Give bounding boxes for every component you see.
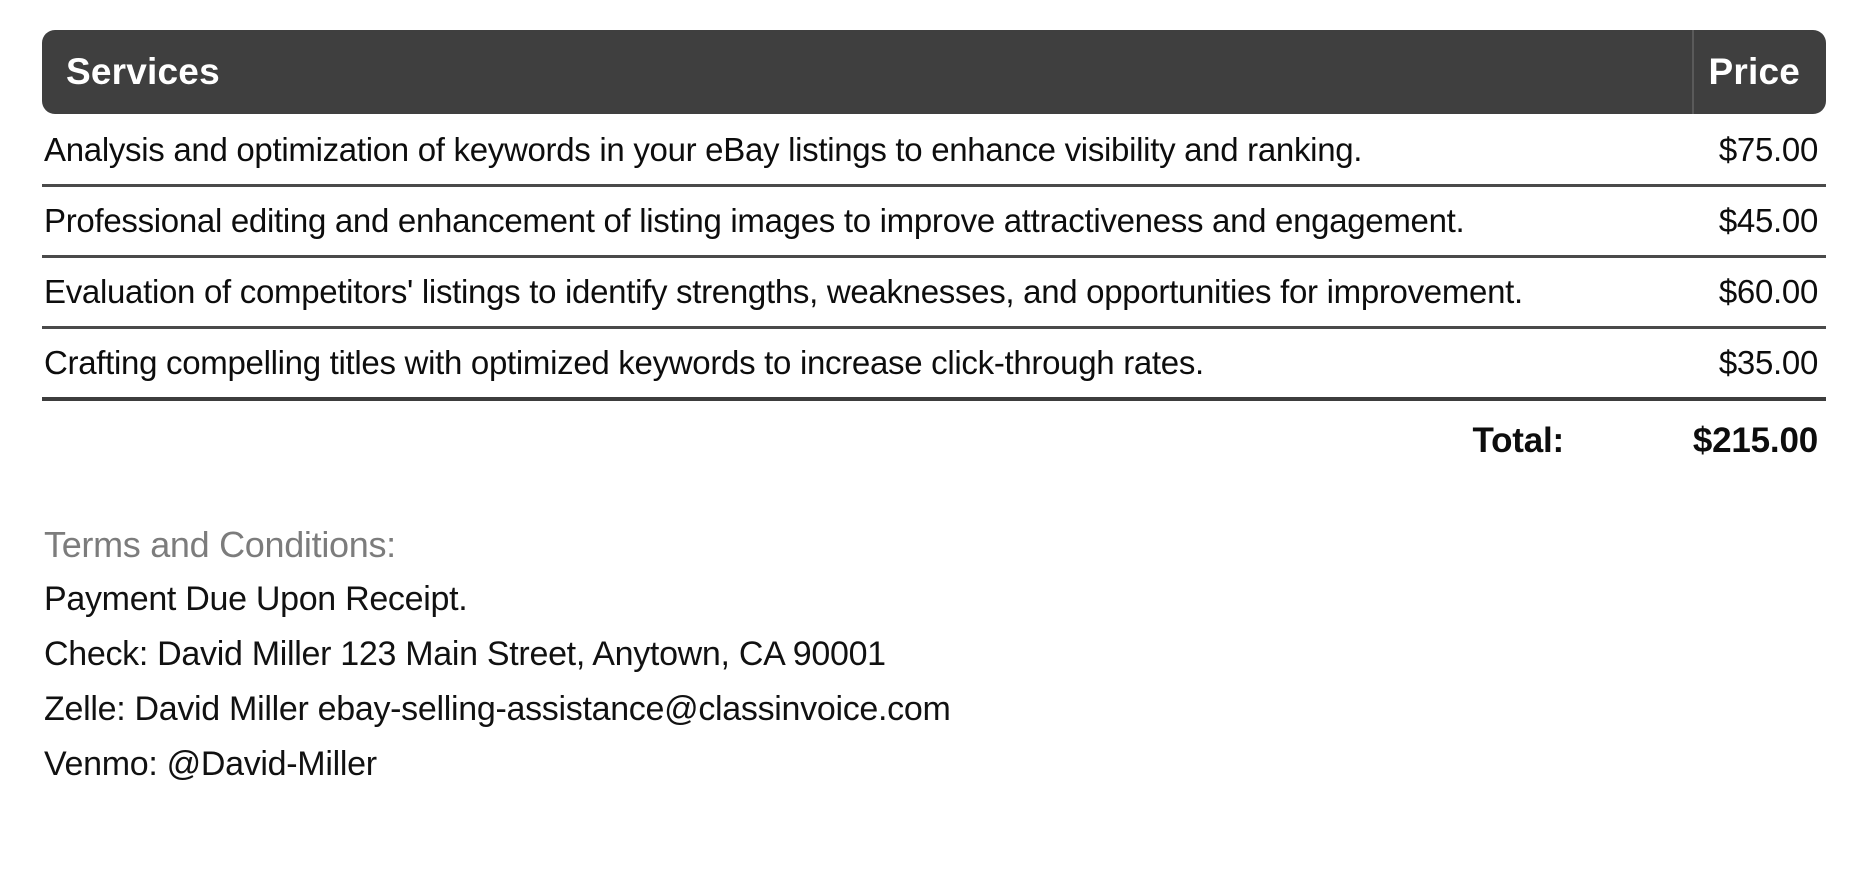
terms-line: Zelle: David Miller ebay-selling-assistance@classinvoice.com [44, 690, 951, 728]
terms-section [42, 517, 1826, 792]
terms-lines [44, 572, 1826, 792]
price-column-header: Price [1692, 30, 1826, 114]
service-description: Professional editing and enhancement of listing images to improve attractiveness and engagement. [42, 187, 1692, 258]
service-price: $60.00 [1692, 258, 1826, 329]
service-price: $75.00 [1692, 114, 1826, 187]
total-row [42, 421, 1826, 461]
table-row [42, 187, 1826, 258]
services-table [42, 30, 1826, 401]
service-price: $35.00 [1692, 329, 1826, 401]
total-value: $215.00 [1692, 421, 1818, 460]
table-row [42, 329, 1826, 401]
terms-line: Payment Due Upon Receipt. [44, 580, 468, 618]
service-description: Evaluation of competitors' listings to identify strengths, weaknesses, and opportunities for improvement. [42, 258, 1692, 329]
total-label: Total: [1472, 421, 1564, 460]
table-row [42, 114, 1826, 187]
service-description: Analysis and optimization of keywords in your eBay listings to enhance visibility and ranking. [42, 114, 1692, 187]
services-table-body [42, 114, 1826, 401]
service-description: Crafting compelling titles with optimized keywords to increase click-through rates. [42, 329, 1692, 401]
terms-line: Check: David Miller 123 Main Street, Anytown, CA 90001 [44, 635, 886, 673]
terms-line: Venmo: @David-Miller [44, 745, 377, 783]
table-row [42, 258, 1826, 329]
services-table-header [42, 30, 1826, 114]
terms-heading: Terms and Conditions: [44, 524, 396, 565]
services-column-header: Services [42, 30, 1692, 114]
service-price: $45.00 [1692, 187, 1826, 258]
